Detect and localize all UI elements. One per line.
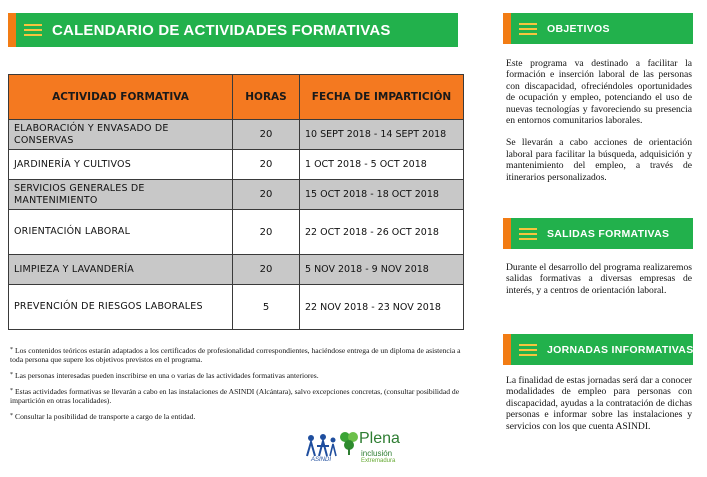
table-row [9, 120, 464, 150]
banner-accent [503, 13, 511, 44]
cell-fecha: 1 OCT 2018 - 5 OCT 2018 [300, 150, 464, 180]
footnote: * Las personas interesadas pueden inscribirse en una o varias de las actividades formativas anteriores. [10, 371, 319, 380]
asindi-label: ASINDI [310, 457, 332, 462]
cell-horas: 20 [233, 255, 300, 285]
salidas-banner [503, 218, 693, 249]
banner-accent [503, 334, 511, 365]
cell-fecha: 5 NOV 2018 - 9 NOV 2018 [300, 255, 464, 285]
plena-inclusion-logo [339, 430, 409, 466]
cell-fecha: 10 SEPT 2018 - 14 SEPT 2018 [300, 120, 464, 150]
cell-horas: 20 [233, 210, 300, 255]
salidas-text [506, 262, 692, 307]
cell-actividad: ORIENTACIÓN LABORAL [9, 210, 233, 255]
menu-lines-icon [519, 23, 537, 35]
table-header-row [9, 75, 464, 120]
plena-sub: inclusión [361, 449, 393, 458]
cell-fecha: 22 OCT 2018 - 26 OCT 2018 [300, 210, 464, 255]
table-row [9, 150, 464, 180]
banner-accent [503, 218, 511, 249]
cell-actividad: ELABORACIÓN Y ENVASADO DE CONSERVAS [9, 120, 233, 150]
cell-actividad: PREVENCIÓN DE RIESGOS LABORALES [9, 285, 233, 330]
cell-fecha: 15 OCT 2018 - 18 OCT 2018 [300, 180, 464, 210]
figures-icon [303, 432, 339, 462]
note-marker: * [10, 372, 13, 378]
footnote: * Los contenidos teóricos estarán adaptados a los certificados de profesionalidad correspondientes, haciéndose entrega de un diploma de asistencia a toda persona que supere los objetivos previstos en el programa. [10, 346, 461, 364]
salidas-title: SALIDAS FORMATIVAS [547, 227, 670, 240]
leaf-figure-icon [339, 430, 359, 456]
plena-region: Extremadura [361, 458, 396, 464]
paragraph: Este programa va destinado a facilitar la formación e inserción laboral de las personas con discapacidad, ofreciéndoles oportunidades de ocupación y empleo, potenciando el uso de nuevas tecnologías y favoreciendo su presencia en entornos comunitarios laborales. [506, 58, 692, 127]
cell-fecha: 22 NOV 2018 - 23 NOV 2018 [300, 285, 464, 330]
jornadas-title: JORNADAS INFORMATIVAS [547, 343, 694, 356]
table-row [9, 210, 464, 255]
paragraph: La finalidad de estas jornadas será dar a conocer modalidades de empleo para personas con discapacidad, ayudas a la contratación de dichas personas e informar sobre las instalaciones y servicios con los que cuenta ASINDI. [506, 375, 692, 432]
cell-horas: 20 [233, 180, 300, 210]
table-row [9, 285, 464, 330]
header-fecha: FECHA DE IMPARTICIÓN [300, 75, 464, 120]
banner-accent [8, 13, 16, 47]
page-title: CALENDARIO DE ACTIVIDADES FORMATIVAS [52, 21, 391, 39]
footnote: * Estas actividades formativas se llevarán a cabo en las instalaciones de ASINDI (Alcántara), salvo excepciones concretas, (consultar posibilidad de impartición en otras localidades). [10, 387, 460, 405]
title-banner [8, 13, 458, 47]
cell-actividad: LIMPIEZA Y LAVANDERÍA [9, 255, 233, 285]
menu-lines-icon [24, 24, 42, 36]
table-row [9, 255, 464, 285]
paragraph: Se llevarán a cabo acciones de orientación laboral para facilitar la búsqueda, adquisición y mantenimiento del empleo, a través de itinerarios personalizados. [506, 137, 692, 183]
asindi-logo [303, 432, 339, 462]
footnote: * Consultar la posibilidad de transporte a cargo de la entidad. [10, 412, 196, 421]
menu-lines-icon [519, 344, 537, 356]
cell-actividad: SERVICIOS GENERALES DE MANTENIMIENTO [9, 180, 233, 210]
objetivos-banner [503, 13, 693, 44]
cell-horas: 20 [233, 120, 300, 150]
table-row [9, 180, 464, 210]
cell-horas: 5 [233, 285, 300, 330]
header-actividad: ACTIVIDAD FORMATIVA [9, 75, 233, 120]
activities-table [8, 74, 464, 330]
cell-actividad: JARDINERÍA Y CULTIVOS [9, 150, 233, 180]
note-marker: * [10, 388, 13, 394]
objetivos-text [506, 58, 692, 194]
objetivos-title: OBJETIVOS [547, 22, 610, 35]
jornadas-text [506, 375, 692, 443]
jornadas-banner [503, 334, 693, 365]
note-marker: * [10, 413, 13, 419]
cell-horas: 20 [233, 150, 300, 180]
paragraph: Durante el desarrollo del programa realizaremos salidas formativas a diversas empresas de interés, y a centros de orientación laboral. [506, 262, 692, 296]
footnotes [10, 346, 466, 428]
menu-lines-icon [519, 228, 537, 240]
note-marker: * [10, 347, 13, 353]
header-horas: HORAS [233, 75, 300, 120]
plena-word: Plena [359, 430, 400, 447]
